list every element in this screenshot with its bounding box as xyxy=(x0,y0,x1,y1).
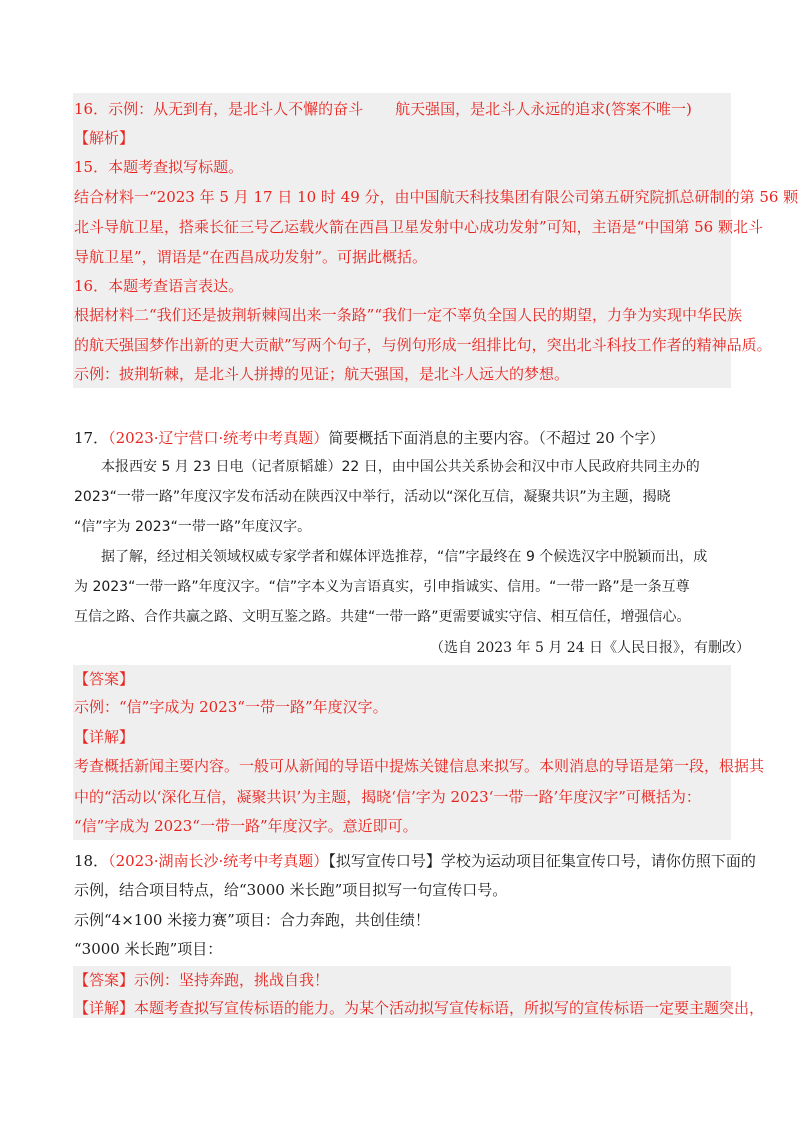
answer-tag: 【答案】 xyxy=(74,670,135,688)
news-paragraph: 据了解，经过相关领域权威专家学者和媒体评选推荐，“信”字最终在 9 个候选汉字中脱颖而出，成 xyxy=(101,549,708,565)
q17-stem: 17．（2023·辽宁营口·统考中考真题）简要概括下面消息的主要内容。（不超过 20 个字） xyxy=(74,429,665,447)
q18-example: 示例“4×100 米接力赛”项目：合力奔跑，共创佳绩！ xyxy=(74,911,430,929)
q15-analysis-text: 北斗导航卫星，搭乘长征三号乙运载火箭在西昌卫星发射中心成功发射”可知，主语是“中国第 56 颗北斗 xyxy=(74,218,763,236)
q16-analysis-text: 示例：披荆斩棘，是北斗人拼搏的见证；航天强国，是北斗人远大的梦想。 xyxy=(74,365,570,383)
q17-detail-text: 考查概括新闻主要内容。一般可从新闻的导语中提炼关键信息来拟写。本则消息的导语是第一段，根据其 xyxy=(74,757,765,775)
news-paragraph: “信”字为 2023“一带一路”年度汉字。 xyxy=(74,519,312,535)
detail-tag: 【详解】 xyxy=(74,728,135,746)
q18-source: （2023·湖南长沙·统考中考真题） xyxy=(108,852,329,870)
q17-detail-text: “信”字成为 2023“一带一路”年度汉字。意近即可。 xyxy=(74,817,418,835)
news-paragraph: 本报西安 5 月 23 日电（记者原韬雄）22 日，由中国公共关系协会和汉中市人民政府共同主办的 xyxy=(101,459,700,475)
q18-stem: 示例，结合项目特点，给“3000 米长跑”项目拟写一句宣传口号。 xyxy=(74,881,508,899)
q17-answer: 示例：“信”字成为 2023“一带一路”年度汉字。 xyxy=(74,698,388,716)
q16-example-answer: 16．示例：从无到有，是北斗人不懈的奋斗 航天强国，是北斗人永远的追求(答案不唯一) xyxy=(74,100,692,118)
news-source-caption: （选自 2023 年 5 月 24 日《人民日报》，有删改） xyxy=(430,640,751,656)
q18-answer: 【答案】示例：坚持奔跑，挑战自我！ xyxy=(74,971,330,989)
q15-analysis-heading: 15．本题考查拟写标题。 xyxy=(74,158,244,176)
answer-block-shade-q17 xyxy=(73,665,731,840)
q18-detail-text: 【详解】本题考查拟写宣传标语的能力。为某个活动拟写宣传标语，所拟写的宣传标语一定要主题突出， xyxy=(74,999,765,1017)
q16-analysis-text: 的航天强国梦作出新的更大贡献”写两个句子，与例句形成一组排比句，突出北斗科技工作者的精神品质。 xyxy=(74,336,772,354)
q15-analysis-text: 导航卫星”，谓语是“在西昌成功发射”。可据此概括。 xyxy=(74,248,428,266)
q18-stem: 18．（2023·湖南长沙·统考中考真题）【拟写宣传口号】学校为运动项目征集宣传口号，请你仿照下面的 xyxy=(74,852,756,870)
q16-analysis-heading: 16．本题考查语言表达。 xyxy=(74,277,244,295)
q15-analysis-text: 结合材料一“2023 年 5 月 17 日 10 时 49 分，由中国航天科技集团有限公司第五研究院抓总研制的第 56 颗 xyxy=(74,188,799,206)
news-paragraph: 2023“一带一路”年度汉字发布活动在陕西汉中举行，活动以“深化互信，凝聚共识”为主题，揭晓 xyxy=(74,489,671,505)
q16-analysis-text: 根据材料二“我们还是披荆斩棘闯出来一条路”“我们一定不辜负全国人民的期望，力争为实现中华民族 xyxy=(74,306,743,324)
q17-detail-text: 中的“活动以‘深化互信，凝聚共识’为主题，揭晓‘信’字为 2023‘一带一路’年度汉字”可概括为： xyxy=(74,788,701,806)
news-paragraph: 为 2023“一带一路”年度汉字。“信”字本义为言语真实，引申指诚实、信用。“一带一路”是一条互尊 xyxy=(74,579,690,595)
news-paragraph: 互信之路、合作共赢之路、文明互鉴之路。共建“一带一路”更需要诚实守信、相互信任，增强信心。 xyxy=(74,609,691,625)
q18-answer-prompt: “3000 米长跑”项目： xyxy=(74,940,223,958)
analysis-tag: 【解析】 xyxy=(74,129,135,147)
q17-source: （2023·辽宁营口·统考中考真题） xyxy=(108,429,329,447)
